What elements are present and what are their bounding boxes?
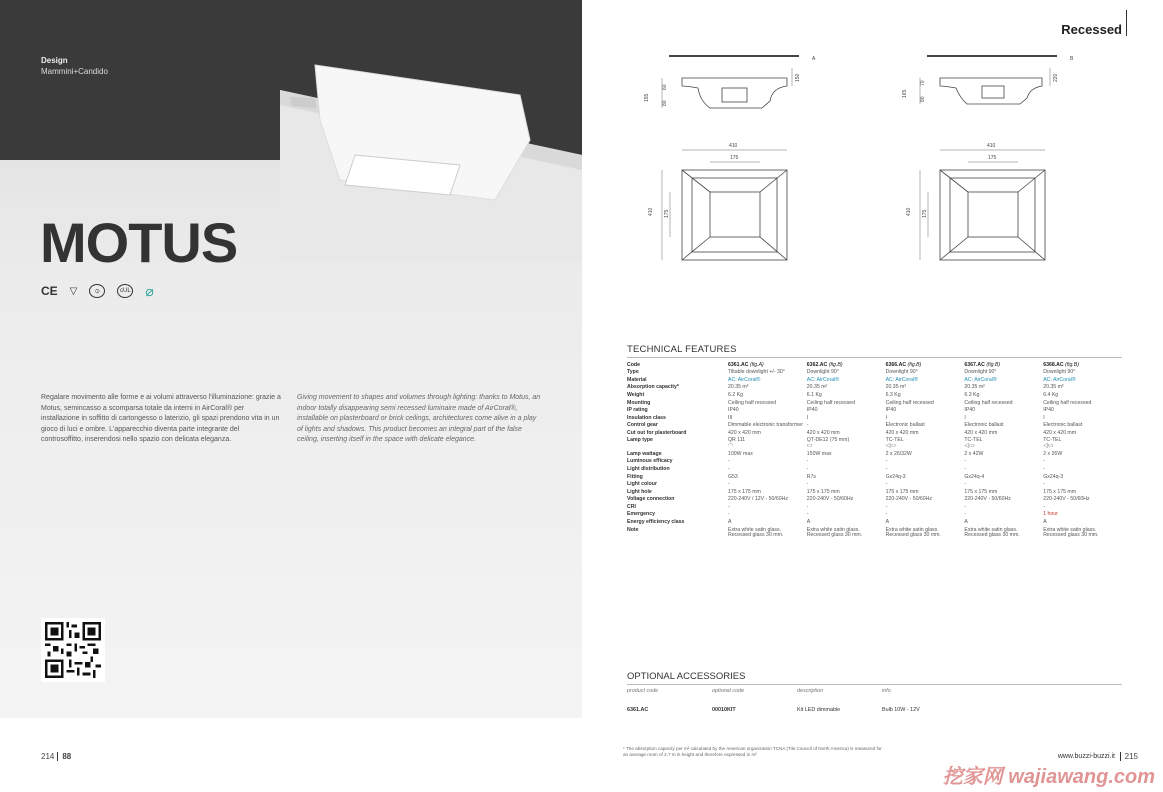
table-cell: - (964, 466, 967, 472)
table-cell: 2 x 42W (964, 450, 984, 457)
table-row (627, 407, 1122, 415)
table-cell: Extra white satin glass. Recessed glass 30 mm. (728, 526, 784, 539)
table-cell: G53 (728, 473, 738, 480)
row-label: Energy efficiency class (627, 519, 685, 526)
row-label: Mounting (627, 399, 651, 406)
table-cell: 20.35 m² (885, 384, 907, 391)
table-cell: - (806, 511, 809, 518)
table-cell: Extra white satin glass. Recessed glass 30 mm. (806, 526, 863, 539)
table-cell: - (728, 458, 730, 465)
ce-mark-icon: CE (41, 284, 58, 298)
table-cell: - (1043, 503, 1045, 510)
table-cell: QR 111 ◠ (728, 438, 807, 451)
table-cell: 150W max (806, 450, 832, 457)
table-cell: - (806, 481, 809, 488)
certification-row (41, 284, 154, 298)
table-cell: A (806, 519, 811, 526)
dim-165: 165 (902, 89, 908, 98)
dim-80-b: 80 (920, 96, 926, 102)
table-row (627, 474, 1122, 482)
page-number-right: 215 (1120, 752, 1138, 761)
page-number-left: 214 88 (41, 752, 72, 761)
table-cell: 420 x 420 mm (964, 429, 998, 436)
table-row (627, 512, 1122, 520)
dim-150: 150 (795, 73, 801, 82)
table-cell: AC: AirCoral® (806, 376, 840, 383)
table-cell: Electronic ballast (964, 422, 1004, 429)
table-cell: Dimmable electronic transformer (728, 422, 803, 429)
table-cell: 6.2 Kg (728, 392, 743, 398)
table-body (627, 370, 1122, 541)
table-cell: Ceiling half recessed (1043, 399, 1092, 406)
table-cell: Gx24q-4 (964, 473, 985, 480)
optional-accessories-table (627, 687, 967, 725)
table-cell: 6.3 Kg (885, 392, 901, 398)
qr-code-icon[interactable] (41, 618, 105, 682)
table-cell: - (964, 511, 967, 518)
table-cell: - (885, 481, 888, 488)
table-cell: Ceiling half recessed (885, 399, 934, 406)
row-label: Lamp type (627, 437, 653, 444)
table-cell: 20.35 m² (806, 384, 828, 391)
table-row (627, 451, 1122, 459)
technical-features-title: TECHNICAL FEATURES (627, 344, 737, 355)
table-cell: - (964, 458, 967, 465)
table-cell: 420 x 420 mm (728, 429, 761, 436)
technical-features-table (627, 362, 1122, 540)
row-label: Luminous efficacy (627, 458, 673, 465)
table-cell: Ceiling half recessed (728, 399, 777, 406)
table-cell: AC: AirCoral® (885, 376, 918, 383)
dim-175-a: 175 (730, 155, 739, 161)
table-cell: A (1043, 519, 1047, 526)
table-cell: I (964, 414, 966, 421)
table-cell: 175 x 175 mm (806, 488, 840, 495)
table-cell: 175 x 175 mm (885, 488, 919, 495)
table-cell: 420 x 420 mm (806, 429, 840, 436)
table-cell: - (885, 511, 888, 518)
table-cell: - (806, 466, 809, 472)
round-mark-icon: ⊙ (89, 284, 105, 298)
dim-60: 60 (662, 84, 668, 90)
dim-410-b-v: 410 (906, 207, 912, 216)
table-cell: 6.4 Kg (1043, 392, 1059, 398)
description-english: Giving movement to shapes and volumes through lighting: thanks to Motus, an indoor totally disappearing semi recessed luminaire made of AirCoral®, installable on plasterboard or brick ceilings, architectures come alive in a play of lights and shadows. This product becomes an integral part of the false ceiling, inserting itself in the space with delicate elegance. (297, 394, 541, 443)
table-cell: 420 x 420 mm (885, 429, 919, 436)
table-cell: IP40 (806, 407, 818, 414)
table-row (627, 527, 1122, 540)
table-cell: IP40 (885, 407, 897, 414)
table-cell: TC-TEL ◁▭ (886, 438, 965, 451)
description-italian: Regalare movimento alle forme e ai volumi attraverso l'illuminazione: grazie a Motus, semincasso a scomparsa totale da interni in AirCoral® per installazione in soffitto di cartongesso o laterizio, gli spazi prendono vita in un gioco di luci e ombre. L'apparecchio diventa parte integrante del controsoffitto, inserendosi nello spazio con delicata eleganza. (41, 394, 281, 443)
fixture-illustration (280, 60, 582, 260)
row-label: Control gear (627, 422, 658, 429)
table-row: product code optional code description info (627, 688, 891, 694)
cul-mark-icon: cUL (117, 284, 133, 298)
dim-175-b-v: 175 (922, 209, 928, 218)
table-cell: Downlight 90° (964, 369, 997, 376)
watermark: 挖家网 wajiawang.com (942, 766, 1155, 788)
table-cell: - (964, 503, 967, 510)
table-cell: 20.35 m² (1043, 384, 1064, 391)
right-page (582, 0, 1163, 792)
table-cell: 1 hour (1043, 511, 1058, 518)
table-row (627, 438, 1122, 451)
row-label: CRI (627, 503, 636, 510)
row-label: Material (627, 376, 647, 383)
fig-b-label: B (1070, 56, 1074, 62)
table-cell: III (728, 414, 733, 421)
table-row: 6361.AC 00010KIT Kit LED dimmable Bulb 10W - 12V (627, 707, 920, 713)
table-row: Code 6361.AC (fig.A) 6362.AC (fig.B) 6366.AC (fig.B) 6367.AC (fig.B) 6368.AC (fig.B) (627, 361, 1079, 368)
technical-drawings (622, 46, 1102, 276)
row-label: Absorption capacity* (627, 384, 679, 391)
designer-name: Mammini+Candido (41, 67, 108, 76)
table-cell: 220-240V - 50/60Hz (806, 496, 854, 503)
product-title: MOTUS (40, 211, 238, 274)
table-cell: AC: AirCoral® (964, 376, 997, 383)
table-cell: Tiltable downlight +/- 30° (728, 369, 785, 376)
dim-410-a-v: 410 (648, 207, 654, 216)
section-title: Recessed (1061, 22, 1122, 37)
table-cell: I (806, 414, 809, 421)
row-label: IP rating (627, 407, 648, 414)
table-cell: 100W max (728, 450, 753, 457)
hero-image (0, 0, 582, 718)
table-cell: Ceiling half recessed (964, 399, 1013, 406)
design-label: Design (41, 56, 68, 65)
table-cell: Downlight 90° (806, 369, 839, 376)
dim-175-a-v: 175 (664, 209, 670, 218)
table-cell: 220-240V - 50/60Hz (964, 496, 1011, 503)
lamp-icon: ◠ (728, 443, 734, 450)
lamp-icon: ◁▭ (1043, 443, 1054, 450)
dim-410-a: 410 (729, 143, 738, 149)
lamp-icon: ▭ (806, 443, 813, 450)
row-label: Light distribution (627, 466, 670, 472)
table-cell: - (806, 458, 809, 465)
row-label: Light colour (627, 481, 657, 488)
website-link[interactable]: www.buzzi-buzzi.it (1057, 753, 1115, 760)
row-label: Light hole (627, 488, 652, 495)
section-divider (1126, 10, 1127, 36)
table-cell: IP40 (1043, 407, 1054, 414)
table-cell: Extra white satin glass. Recessed glass 30 mm. (964, 526, 1020, 539)
table-cell: - (728, 511, 730, 518)
footnote: * The absorption capacity per m² calculated by the American organization TCNA (Tile Council of North America) is measured for an average room of 2.7 m in height and therefore expressed in m² (623, 746, 882, 757)
table-cell: 220-240V - 50/60Hz (1043, 496, 1090, 503)
table-cell: TC-TEL ◁▭ (1043, 438, 1122, 451)
table-row (627, 459, 1122, 467)
table-cell: - (728, 466, 730, 472)
row-label: Insulation class (627, 414, 666, 421)
row-label: Emergency (627, 511, 655, 518)
table-row (627, 497, 1122, 505)
triangle-mark-icon: ▽ (69, 285, 78, 297)
table-cell: IP40 (728, 407, 739, 414)
dim-155: 155 (644, 93, 650, 102)
row-label: Weight (627, 392, 645, 398)
dim-410-b: 410 (987, 143, 996, 149)
leaf-icon: ⌀ (145, 282, 154, 299)
table-cell: - (1043, 466, 1045, 472)
row-label: Fitting (627, 473, 643, 480)
table-cell: 2 x 26W (1043, 450, 1063, 457)
table-cell: - (728, 503, 730, 510)
table-cell: - (1043, 481, 1045, 488)
table-cell: R7s (806, 473, 817, 480)
table-cell: AC: AirCoral® (1043, 376, 1076, 383)
table-cell: Gx24q-3 (885, 473, 906, 480)
table-cell: A (964, 519, 968, 526)
table-cell: 6.3 Kg (964, 392, 980, 398)
lamp-icon: ◁▭ (964, 443, 975, 450)
table-cell: 220-240V - 50/60Hz (885, 496, 933, 503)
table-cell: A (728, 519, 732, 526)
table-cell: A (885, 519, 890, 526)
table-cell: - (806, 422, 809, 429)
table-cell: - (885, 458, 888, 465)
row-label: Note (627, 526, 639, 533)
table-cell: 175 x 175 mm (964, 488, 998, 495)
table-cell: I (1043, 414, 1045, 421)
table-cell: AC: AirCoral® (728, 376, 761, 383)
table-cell: 20.35 m² (964, 384, 985, 391)
table-cell: Electronic ballast (885, 422, 925, 429)
table-cell: - (885, 503, 888, 510)
dim-80: 80 (662, 100, 668, 106)
table-cell: Extra white satin glass. Recessed glass 30 mm. (885, 526, 941, 539)
dim-70: 70 (920, 80, 926, 86)
row-label: Voltage connection (627, 496, 675, 503)
table-cell: Downlight 90° (1043, 369, 1076, 376)
table-cell: - (1043, 458, 1045, 465)
table-cell: Ceiling half recessed (806, 399, 855, 406)
table-cell: - (728, 481, 730, 488)
table-cell: - (885, 466, 888, 472)
row-label: Lamp wattage (627, 450, 662, 457)
table-cell: 420 x 420 mm (1043, 429, 1077, 436)
table-cell: - (806, 503, 809, 510)
lamp-icon: ◁▭ (885, 443, 896, 450)
table-cell: I (885, 414, 888, 421)
table-cell: 6.1 Kg (806, 392, 822, 398)
table-cell: 2 x 26/32W (885, 450, 912, 457)
dim-175-b: 175 (988, 155, 997, 161)
optional-accessories-title: OPTIONAL ACCESSORIES (627, 671, 746, 682)
table-cell: - (964, 481, 967, 488)
divider (627, 684, 1122, 685)
row-label: Type (627, 369, 639, 376)
table-cell: Electronic ballast (1043, 422, 1083, 429)
table-cell: Gx24q-3 (1043, 473, 1064, 480)
table-cell: QT-DE12 (75 mm) ▭ (807, 438, 886, 451)
table-cell: Downlight 90° (885, 369, 918, 376)
table-cell: Extra white satin glass. Recessed glass 30 mm. (1043, 526, 1099, 539)
table-cell: 175 x 175 mm (728, 488, 761, 495)
divider (627, 357, 1122, 358)
table-cell: 20.35 m² (728, 384, 749, 391)
table-cell: 220-240V / 12V - 50/60Hz (728, 496, 788, 503)
table-cell: IP40 (964, 407, 976, 414)
fig-a-label: A (812, 56, 816, 62)
table-cell: 175 x 175 mm (1043, 488, 1077, 495)
row-label: Cut out for plasterboard (627, 429, 687, 436)
table-cell: TC-TEL ◁▭ (964, 438, 1043, 451)
dim-220: 220 (1053, 73, 1059, 82)
